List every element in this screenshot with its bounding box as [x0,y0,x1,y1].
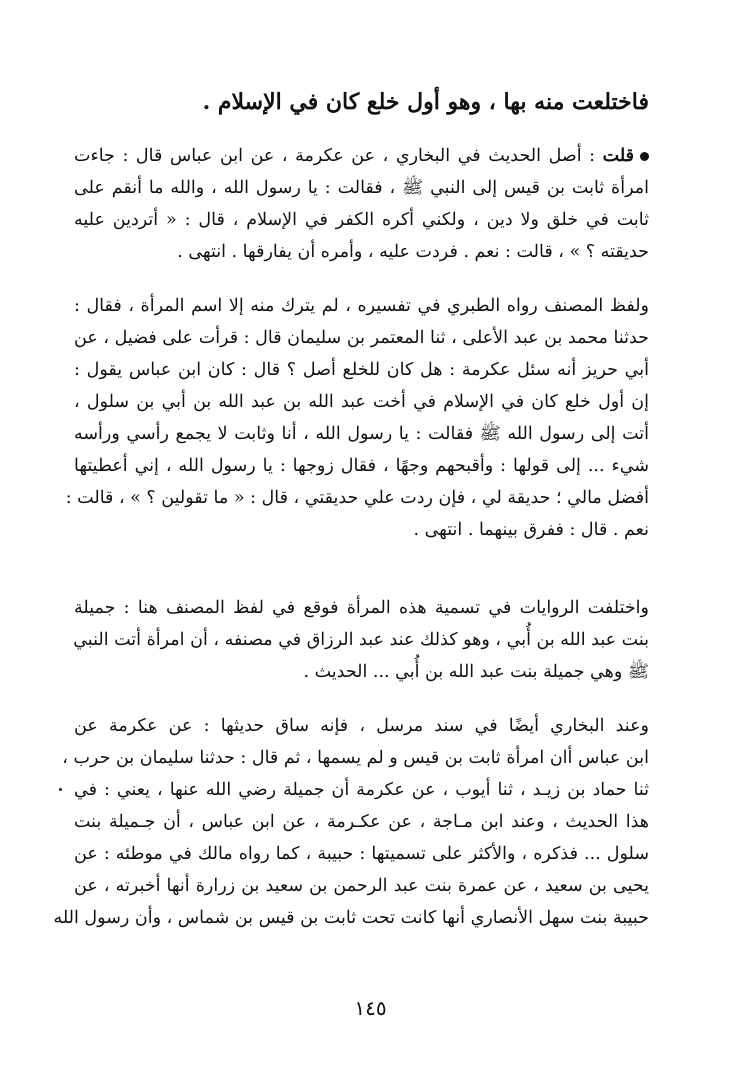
text-line: امرأة ثابت بن قيس إلى النبي ﷺ ، فقالت : يا رسول الله ، والله ما أنقم على [74,178,649,198]
text-line: يحيى بن سعيد ، عن عمرة بنت عبد الرحمن بن سعيد بن زرارة أنها أخبرته ، عن [74,876,649,896]
text-line: ﷺ وهي جميلة بنت عبد الله بن أُبي ... الحديث . [303,662,649,682]
bullet-icon [640,152,649,161]
text-line-content: : أصل الحديث في البخاري ، عن عكرمة ، عن ابن عباس قال : جاءت [74,146,596,166]
text-line: واختلفت الروايات في تسمية هذه المرأة فوقع في لفظ المصنف هنا : جميلة [74,598,649,618]
page-number: ١٤٥ [354,996,387,1020]
text-line: إن أول خلع كان في الإسلام في أخت عبد الله بن عبد الله بن أبي بن سلول ، [74,392,649,412]
text-line: ثابت في خلق ولا دين ، ولكني أكره الكفر في الإسلام ، قال : « أتردين عليه [74,210,649,230]
paragraph-4 [53,710,649,934]
text-line: ثنا حماد بن زيـد ، ثنا أيوب ، عن عكرمة أن جميلة رضي الله عنها ، يعني : في [74,780,649,800]
text-line: هذا الحديث ، وعند ابن مـاجة ، عن عكـرمة ، عن ابن عباس ، أن جـميلة بنت [74,812,649,832]
text-line: أتت إلى رسول الله ﷺ فقالت : يا رسول الله ، أنا وثابت لا يجمع رأسي ورأسه [74,424,649,444]
page-heading: فاختلعت منه بها ، وهو أول خلع كان في الإسلام . [202,89,649,115]
paragraph-1 [74,140,649,268]
paragraph-3 [74,592,649,688]
qult-label: قلت [602,146,634,166]
text-line: حبيبة بنت سهل الأنصاري أنها كانت تحت ثابت بن قيس بن شماس ، وأن رسول الله [53,908,649,928]
text-line: شيء ... إلى قولها : وأقبحهم وجهًا ، فقال زوجها : يا رسول الله ، إني أعطيتها [74,456,649,476]
text-line: أبي حريز أنه سئل عكرمة : هل كان للخلع أصل ؟ قال : كان ابن عباس يقول : [74,360,649,380]
text-line: ولفظ المصنف رواه الطبري في تفسيره ، لم يترك منه إلا اسم المرأة ، فقال : [74,296,649,316]
text-line: بنت عبد الله بن أُبي ، وهو كذلك عند عبد الرزاق في مصنفه ، أن امرأة أتت النبي [73,630,649,650]
text-line: وعند البخاري أيضًا في سند مرسل ، فإنه ساق حديثها : عن عكرمة عن [74,716,649,736]
text-line: سلول ... فذكره ، والأكثر على تسميتها : حبيبة ، كما رواه مالك في موطئه : عن [74,844,649,864]
text-line: ابن عباس أان امرأة ثابت بن قيس و لم يسمها ، ثم قال : حدثنا سليمان بن حرب ، [62,748,649,768]
text-line: حديقته ؟ » ، قالت : نعم . فردت عليه ، وأمره أن يفارقها . انتهى . [177,242,649,262]
paragraph-2 [65,290,649,546]
text-line: حدثنا محمد بن عبد الأعلى ، ثنا المعتمر بن سليمان قال : قرأت على فضيل ، عن [74,328,649,348]
text-line: نعم . قال : ففرق بينهما . انتهى . [413,520,649,540]
scan-speck [59,788,62,791]
text-line: أفضل مالي ؛ حديقة لي ، فإن ردت علي حديقتي ، قال : « ما تقولين ؟ » ، قالت : [65,488,649,508]
text-line [74,140,649,172]
